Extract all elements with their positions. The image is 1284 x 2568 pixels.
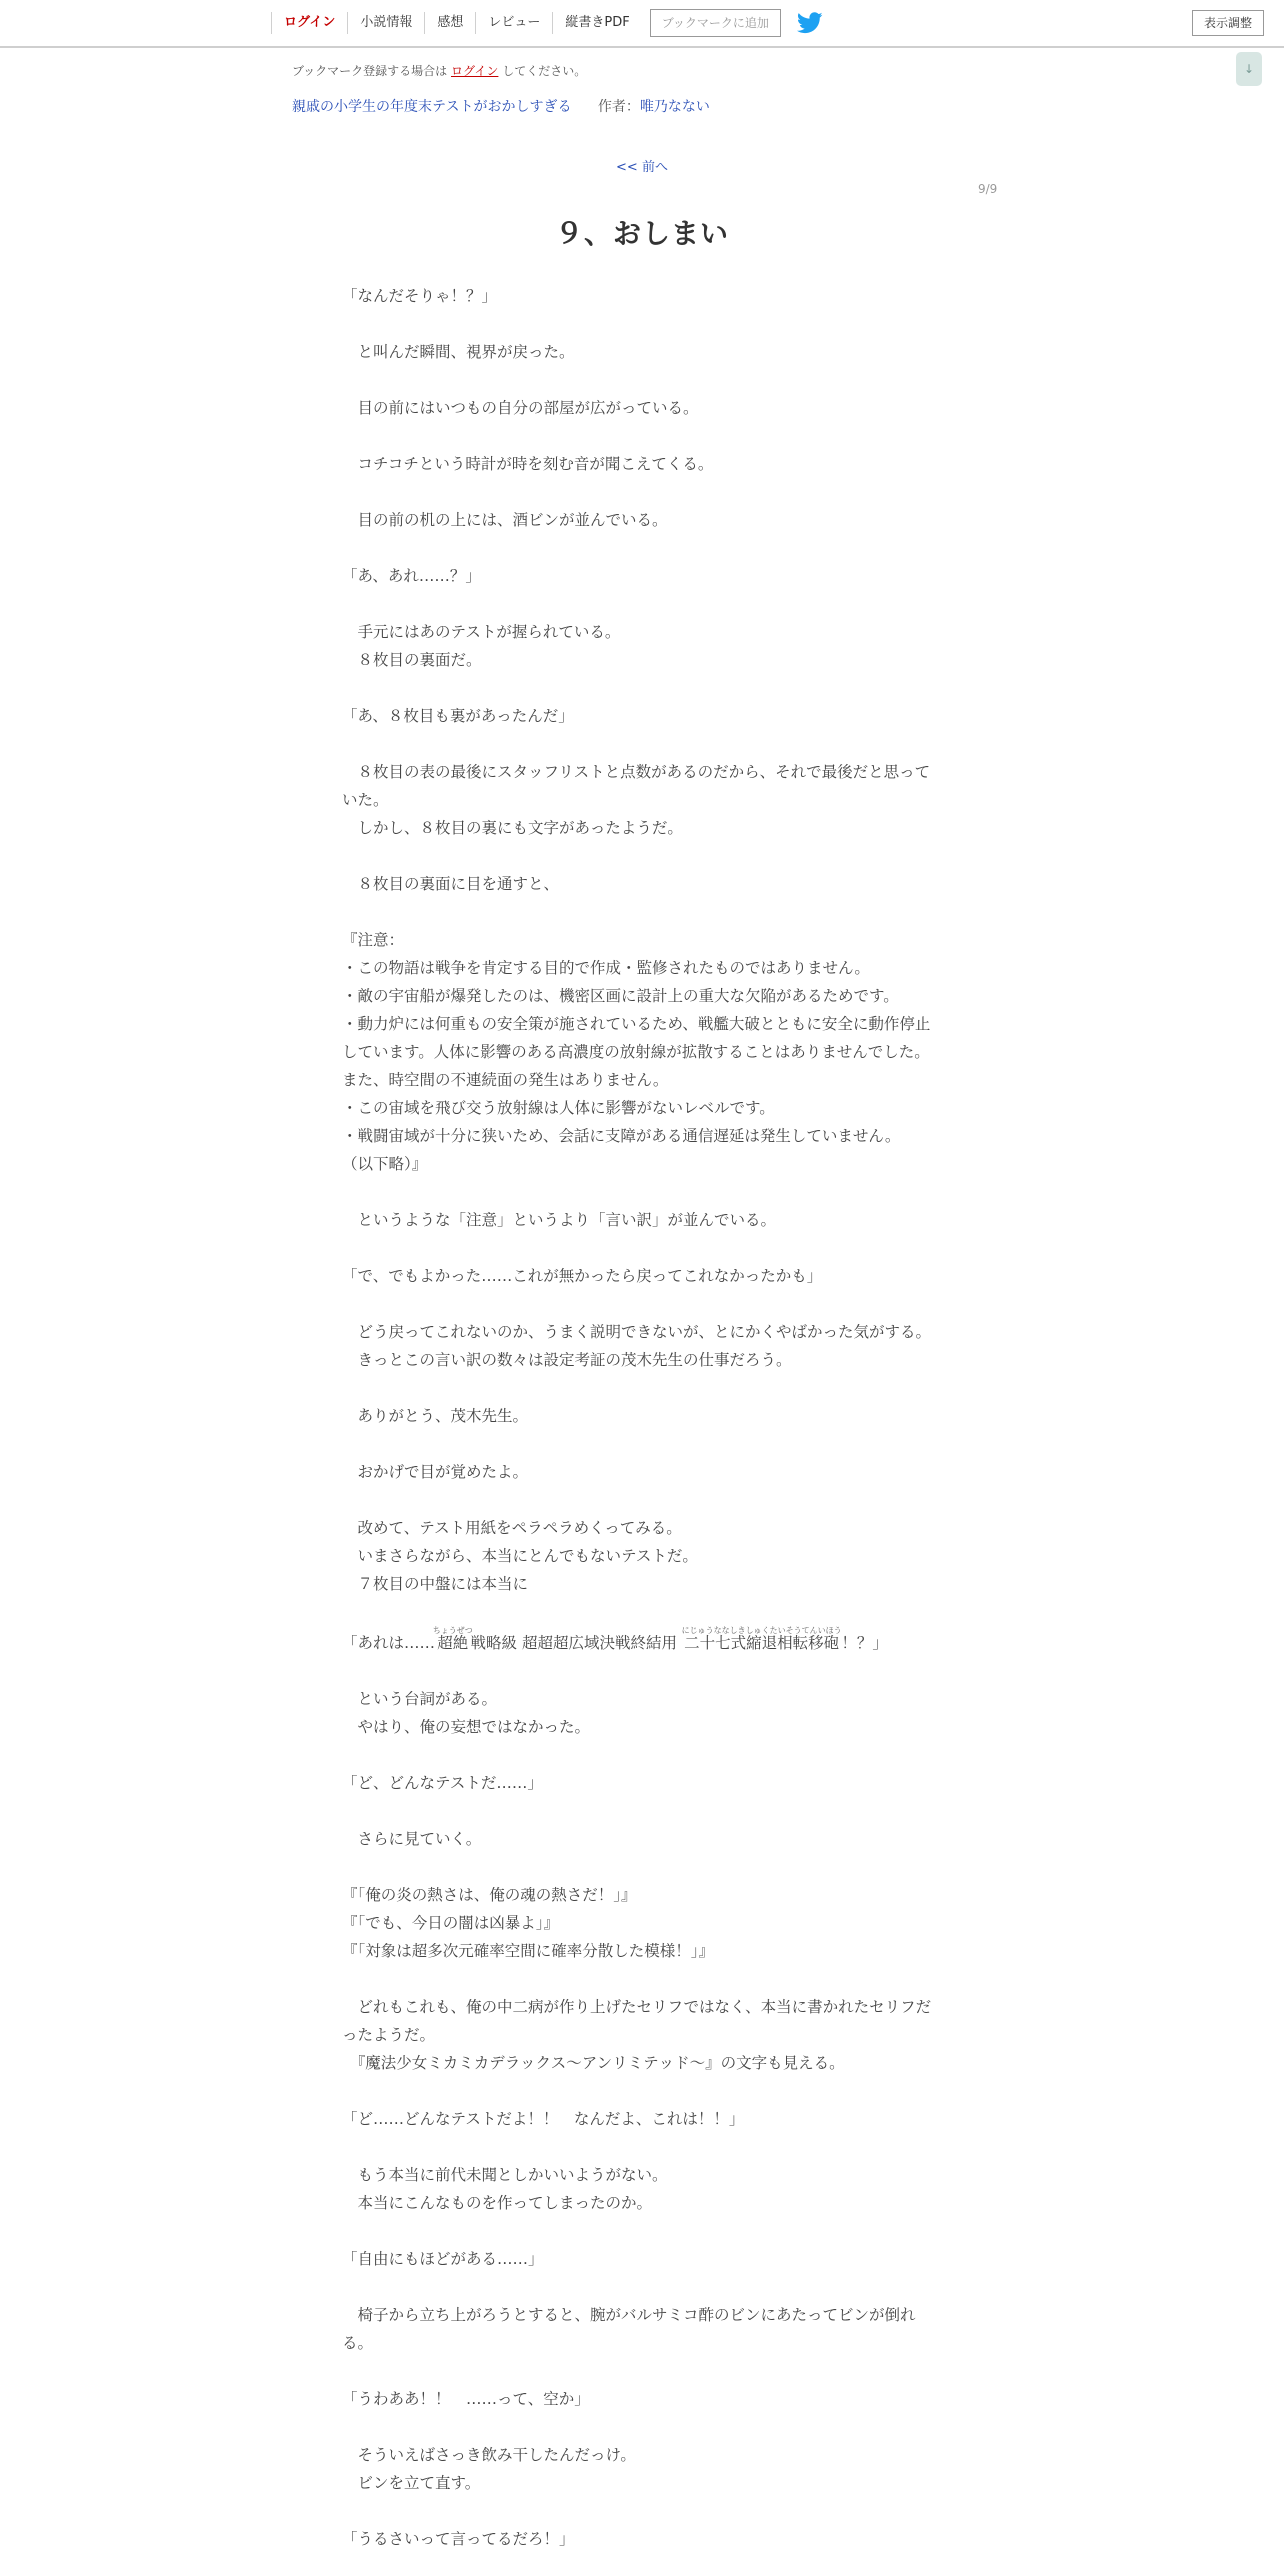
body-blank-line (342, 2133, 942, 2161)
body-line: ビンを立て直す。 (342, 2474, 481, 2492)
login-note-suffix: してください。 (502, 64, 587, 78)
body-blank-line (342, 1430, 942, 1458)
body-blank-line (342, 2077, 942, 2105)
body-line: さらに見ていく。 (342, 1830, 482, 1848)
page-count: 9/9 (978, 182, 998, 196)
body-line: しかし、８枚目の裏にも文字があったようだ。 (342, 819, 683, 837)
nav-impression[interactable]: 感想 (424, 12, 475, 34)
add-bookmark-button[interactable]: ブックマークに追加 (650, 9, 781, 37)
login-note-link[interactable]: ログイン (451, 64, 499, 78)
body-line-ruby (342, 1626, 942, 1657)
body-line: コチコチという時計が時を刻む音が聞こえてくる。 (342, 455, 714, 473)
body-line: ７枚目の中盤には本当に (342, 1575, 529, 1593)
body-line: 「あ、８枚目も裏があったんだ」 (342, 707, 574, 725)
body-blank-line (342, 898, 942, 926)
body-blank-line (342, 534, 942, 562)
body-blank-line (342, 366, 942, 394)
body-line: 『「でも、今日の闇は凶暴よ」』 (342, 1914, 560, 1932)
nav-novel-info[interactable]: 小説情報 (347, 12, 424, 34)
ruby-base: 二十七式縮退相転移砲 (681, 1634, 842, 1652)
prev-page-nav (0, 156, 1284, 175)
nav-vertical-pdf[interactable]: 縦書きPDF (552, 12, 641, 34)
body-line: （以下略）』 (342, 1155, 428, 1173)
body-line: きっとこの言い訳の数々は設定考証の茂木先生の仕事だろう。 (342, 1351, 792, 1369)
body-line: いまさらながら、本当にとんでもないテストだ。 (342, 1547, 698, 1565)
body-line: ・敵の宇宙船が爆発したのは、機密区画に設計上の重大な欠陥があるためです。 (342, 987, 899, 1005)
body-line: という台詞がある。 (342, 1690, 498, 1708)
body-blank-line (342, 2273, 942, 2301)
body-blank-line (342, 1374, 942, 1402)
ruby-cannon-name (681, 1626, 842, 1652)
novel-title-link[interactable]: 親戚の小学生の年度末テストがおかしすぎる (292, 99, 572, 115)
body-blank-line (342, 730, 942, 758)
body-blank-line (342, 1486, 942, 1514)
bookmark-login-note (292, 62, 586, 79)
top-navigation-bar (0, 0, 1284, 48)
body-line: というような「注意」というより「言い訳」が並んでいる。 (342, 1211, 777, 1229)
body-line: ・この宙域を飛び交う放射線は人体に影響がないレベルです。 (342, 1099, 775, 1117)
body-blank-line (342, 590, 942, 618)
body-line: 手元にはあのテストが握られている。 (342, 623, 621, 641)
display-settings-button[interactable]: 表示調整 (1192, 10, 1264, 36)
body-blank-line (342, 1234, 942, 1262)
ruby-line-middle: 戦略級 超超超広域決戦終結用 (470, 1634, 682, 1652)
body-line: 「なんだそりゃ！？」 (342, 287, 498, 305)
body-line: 『「俺の炎の熱さは、俺の魂の熱さだ！」』 (342, 1886, 637, 1904)
body-line: ありがとう、茂木先生。 (342, 1407, 529, 1425)
body-line: 「ど、どんなテストだ……」 (342, 1774, 543, 1792)
prev-page-link[interactable]: << 前へ (616, 160, 668, 175)
body-line: 「自由にもほどがある……」 (342, 2250, 544, 2268)
body-line: 「うわああ！！ ……って、空か」 (342, 2390, 590, 2408)
body-line: ・この物語は戦争を肯定する目的で作成・監修されたものではありません。 (342, 959, 870, 977)
body-blank-line (342, 2497, 942, 2525)
body-blank-line (342, 2413, 942, 2441)
author-label: 作者： (597, 99, 640, 115)
body-line: ８枚目の表の最後にスタッフリストと点数があるのだから、それで最後だと思っていた。 (342, 763, 931, 809)
body-line: 目の前にはいつもの自分の部屋が広がっている。 (342, 399, 699, 417)
body-blank-line (342, 478, 942, 506)
scroll-down-button[interactable]: ↓ (1236, 52, 1262, 86)
ruby-line-prefix: 「あれは…… (342, 1634, 436, 1652)
body-line: 改めて、テスト用紙をペラペラめくってみる。 (342, 1519, 682, 1537)
body-line: ・動力炉には何重もの安全策が施されているため、戦艦大破とともに安全に動作停止しています。人体に影響のある高濃度の放射線が拡散することはありませんでした。また、時空間の不連続面の発生はありません。 (342, 1015, 931, 1089)
body-line: 本当にこんなものを作ってしまったのか。 (342, 2194, 653, 2212)
body-line: 「で、でもよかった……これが無かったら戻ってこれなかったかも」 (342, 1267, 823, 1285)
body-line: ・戦闘宙域が十分に狭いため、会話に支障がある通信遅延は発生していません。 (342, 1127, 901, 1145)
nav-login[interactable]: ログイン (271, 12, 347, 34)
body-line: どう戻ってこれないのか、うまく説明できないが、とにかくやばかった気がする。 (342, 1323, 932, 1341)
body-line: 『魔法少女ミカミカデラックス～アンリミテッド～』の文字も見える。 (342, 2054, 845, 2072)
ruby-reading: にじゅうななしきしゅくたいそうてんいほう (681, 1626, 842, 1635)
body-line: 「ど……どんなテストだよ！！ なんだよ、これは！！」 (342, 2110, 745, 2128)
body-line: と叫んだ瞬間、視界が戻った。 (342, 343, 575, 361)
body-line: ８枚目の裏面だ。 (342, 651, 482, 669)
main-nav (271, 0, 823, 46)
novel-body-text (342, 282, 942, 2553)
body-blank-line (342, 1598, 942, 1626)
body-line: 『注意： (342, 931, 405, 949)
body-line: 椅子から立ち上がろうとすると、腕がバルサミコ酢のビンにあたってビンが倒れる。 (342, 2306, 916, 2352)
body-blank-line (342, 1853, 942, 1881)
body-line: どれもこれも、俺の中二病が作り上げたセリフではなく、本当に書かれたセリフだったようだ。 (342, 1998, 932, 2044)
ruby-reading: ちょうぜつ (432, 1626, 473, 1635)
body-blank-line (342, 1965, 942, 1993)
body-line: 「あ、あれ……？」 (342, 567, 481, 585)
body-blank-line (342, 1797, 942, 1825)
login-note-prefix: ブックマーク登録する場合は (292, 64, 448, 78)
body-line: そういえばさっき飲み干したんだっけ。 (342, 2446, 636, 2464)
body-blank-line (342, 1657, 942, 1685)
body-line: 「うるさいって言ってるだろ！」 (342, 2530, 575, 2548)
body-line: やはり、俺の妄想ではなかった。 (342, 1718, 591, 1736)
body-blank-line (342, 1178, 942, 1206)
body-blank-line (342, 842, 942, 870)
body-blank-line (342, 1741, 942, 1769)
author-name-link[interactable]: 唯乃なない (639, 99, 710, 115)
body-line: ８枚目の裏面に目を通すと、 (342, 875, 560, 893)
body-blank-line (342, 674, 942, 702)
novel-info (292, 96, 710, 116)
body-blank-line (342, 1290, 942, 1318)
body-line: もう本当に前代未聞としかいいようがない。 (342, 2166, 668, 2184)
body-line: 『「対象は超多次元確率空間に確率分散した模様！」』 (342, 1942, 715, 1960)
ruby-base: 超絶 (432, 1634, 473, 1652)
twitter-bird-icon[interactable] (797, 12, 823, 34)
ruby-choyetsu (432, 1626, 473, 1652)
nav-review[interactable]: レビュー (475, 12, 552, 34)
body-blank-line (342, 310, 942, 338)
body-blank-line (342, 2217, 942, 2245)
chapter-title: ９、おしまい (554, 217, 729, 250)
body-blank-line (342, 2357, 942, 2385)
body-line: おかげで目が覚めたよ。 (342, 1463, 529, 1481)
ruby-line-suffix: ！？」 (841, 1634, 888, 1652)
body-line: 目の前の机の上には、酒ビンが並んでいる。 (342, 511, 668, 529)
body-blank-line (342, 422, 942, 450)
